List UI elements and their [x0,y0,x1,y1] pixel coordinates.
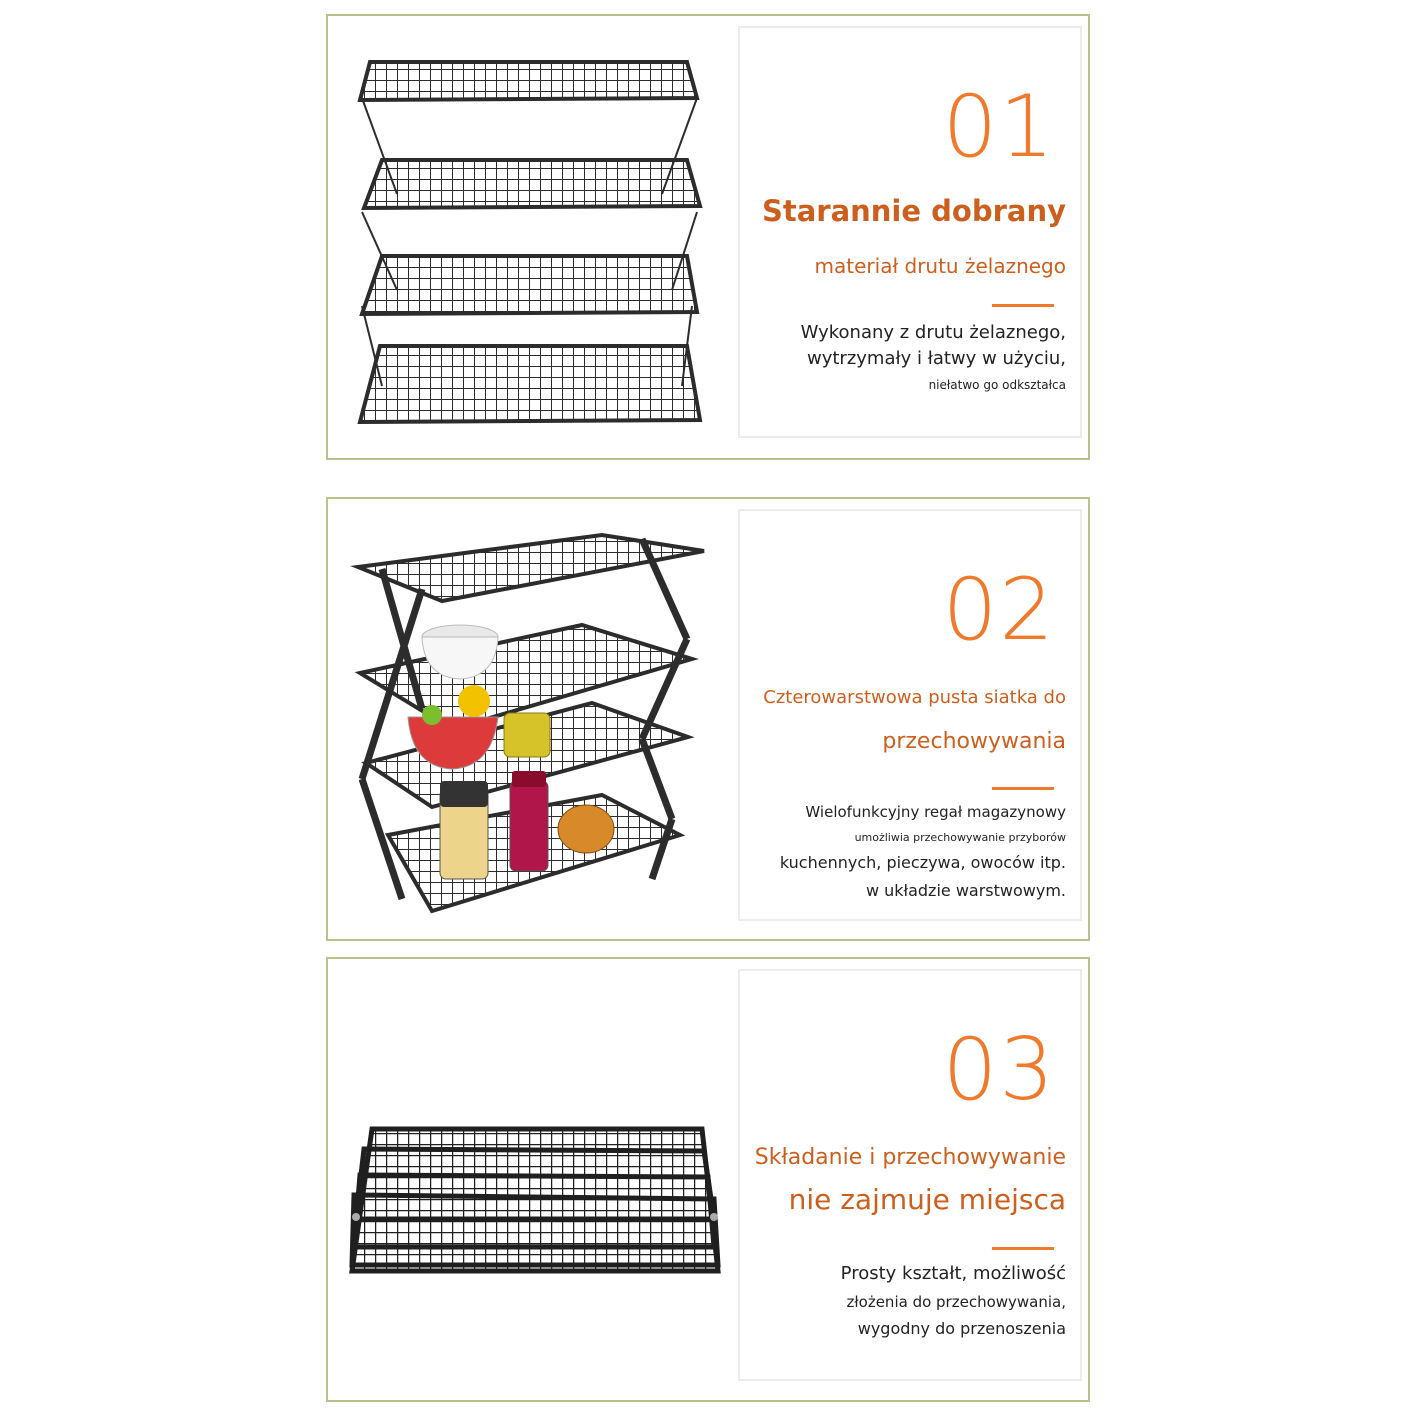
feature-card-1 [738,26,1082,438]
feature-desc-line: wytrzymały i łatwy w użyciu, [807,348,1066,369]
shelf-with-items-illustration [342,519,732,929]
feature-desc-line: złożenia do przechowywania, [846,1293,1066,1311]
feature-number: 03 [942,1020,1056,1120]
feature-card-2 [738,509,1082,921]
feature-desc-line: kuchennych, pieczywa, owoców itp. [779,853,1066,872]
feature-title-line2: przechowywania [882,729,1066,754]
feature-panel-1 [326,14,1090,460]
accent-divider [992,1247,1054,1250]
unfolded-shelf-illustration [342,36,732,446]
feature-title-line1: Czterowarstwowa pusta siatka do [763,687,1066,708]
feature-card-3 [738,969,1082,1381]
feature-panel-3 [326,957,1090,1402]
feature-desc-line: Wykonany z drutu żelaznego, [800,322,1066,343]
feature-number: 02 [942,560,1056,660]
feature-desc-line: w układzie warstwowym. [865,881,1066,900]
feature-title-line2: nie zajmuje miejsca [788,1183,1066,1216]
accent-divider [992,787,1054,790]
feature-desc-line: niełatwo go odkształca [928,378,1066,392]
feature-desc-line: umożliwia przechowywanie przyborów [854,831,1066,844]
feature-title-line2: materiał drutu żelaznego [814,254,1066,278]
accent-divider [992,304,1054,307]
feature-desc-line: Prosty kształt, możliwość [840,1263,1066,1284]
feature-title-line1: Starannie dobrany [761,194,1066,228]
feature-desc-line: wygodny do przenoszenia [857,1319,1066,1338]
feature-number: 01 [942,77,1056,177]
folded-shelf-illustration [342,979,732,1389]
feature-title-line1: Składanie i przechowywanie [754,1145,1066,1170]
feature-panel-2 [326,497,1090,941]
feature-desc-line: Wielofunkcyjny regał magazynowy [805,803,1066,821]
